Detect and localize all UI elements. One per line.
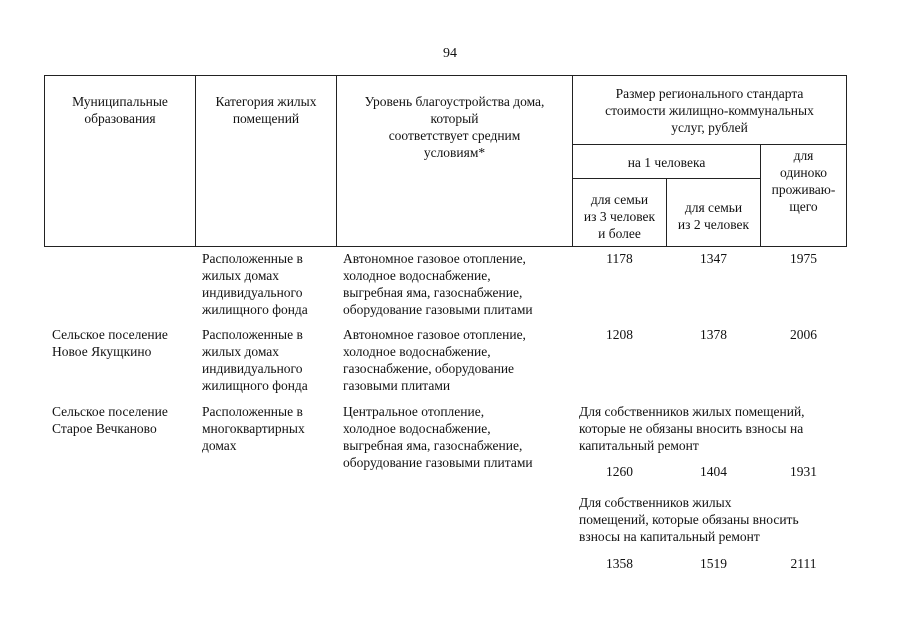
header-standard: Размер регионального стандарта стоимости жилищно-коммунальных услуг, рублей	[605, 86, 814, 135]
row-category: Расположенные в многоквартирных домах	[202, 404, 305, 453]
row-level: Автономное газовое отопление, холодное водоснабжение, выгребная яма, газоснабжение, оборудование газовыми плитами	[343, 251, 533, 317]
header-per-person: на 1 человека	[627, 155, 706, 170]
page-number: 94	[443, 46, 457, 61]
row-category: Расположенные в жилых домах индивидуального жилищного фонда	[202, 251, 308, 317]
header-single: для одиноко проживаю- щего	[771, 148, 836, 214]
row-category: Расположенные в жилых домах индивидуального жилищного фонда	[202, 327, 308, 393]
row-level: Автономное газовое отопление, холодное водоснабжение, газоснабжение, оборудование газовыми плитами	[343, 327, 526, 393]
standard-subheader-line	[572, 144, 846, 145]
header-level: Уровень благоустройства дома, который соответствует средним условиям*	[364, 94, 545, 160]
header-category: Категория жилых помещений	[215, 94, 317, 126]
row-value-single: 1975	[790, 251, 817, 266]
row-value-family2: 1519	[700, 556, 727, 571]
row-value-family3: 1358	[606, 556, 633, 571]
row-value-single: 2111	[790, 556, 817, 571]
table-top-border	[44, 75, 846, 76]
row-value-family3: 1260	[606, 464, 633, 479]
owners-not-obliged-note: Для собственников жилых помещений, которые не обязаны вносить взносы на капитальный ремонт	[579, 404, 805, 453]
row-value-single: 1931	[790, 464, 817, 479]
row-level: Центральное отопление, холодное водоснабжение, выгребная яма, газоснабжение, оборудование газовыми плитами	[343, 404, 533, 470]
row-value-family3: 1178	[606, 251, 633, 266]
row-municipal: Сельское поселение Новое Якущкино	[52, 327, 168, 359]
row-value-single: 2006	[790, 327, 817, 342]
owners-obliged-note: Для собственников жилых помещений, которые обязаны вносить взносы на капитальный ремонт	[579, 495, 799, 544]
row-value-family2: 1378	[700, 327, 727, 342]
header-family2: для семьи из 2 человек	[677, 200, 750, 232]
header-municipal: Муниципальные образования	[72, 94, 168, 126]
header-bottom-border	[44, 246, 846, 247]
row-municipal: Сельское поселение Старое Вечканово	[52, 404, 168, 436]
row-value-family3: 1208	[606, 327, 633, 342]
row-value-family2: 1404	[700, 464, 727, 479]
header-family3: для семьи из 3 человек и более	[583, 192, 656, 241]
row-value-family2: 1347	[700, 251, 727, 266]
